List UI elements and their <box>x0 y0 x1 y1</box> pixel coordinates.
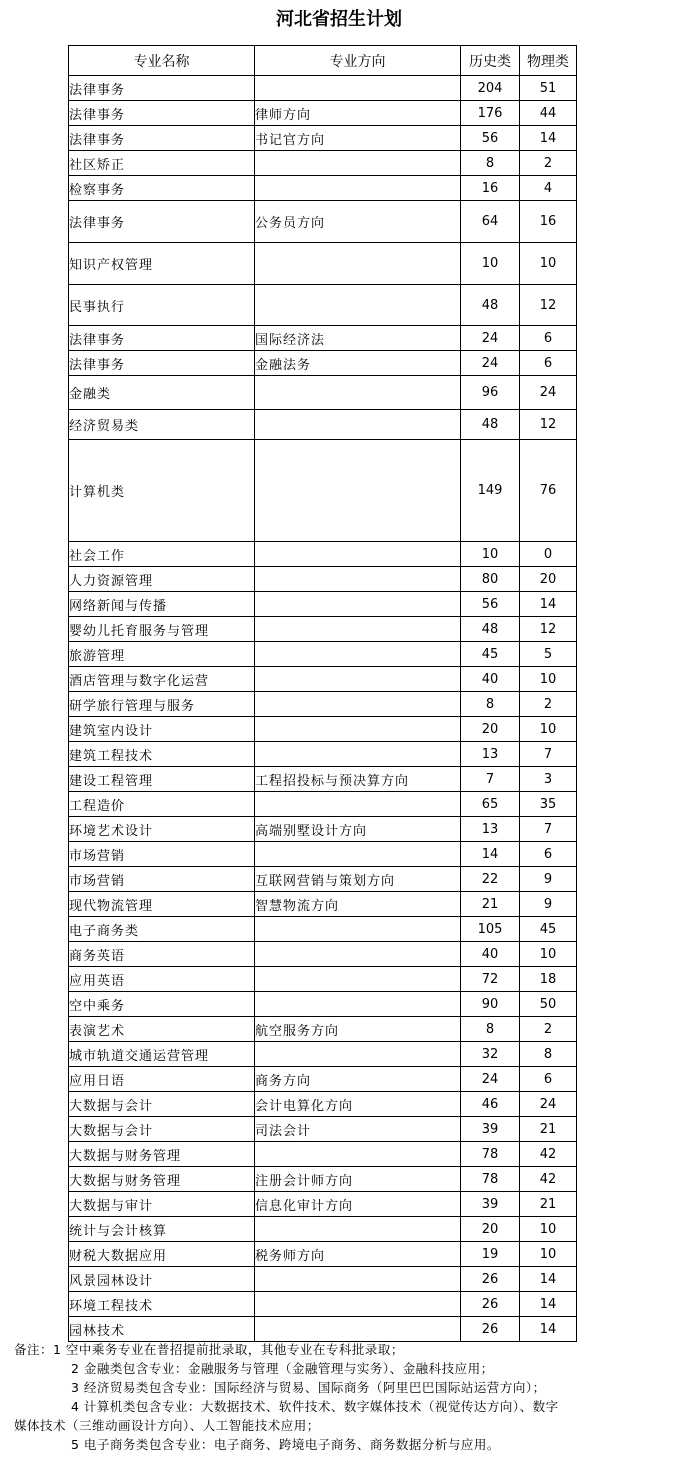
table-row <box>69 1142 577 1167</box>
table-row <box>69 1217 577 1242</box>
table-row <box>69 917 577 942</box>
major-direction-cell <box>255 642 461 667</box>
physics-count-cell: 10 <box>520 1217 577 1242</box>
table-row <box>69 1042 577 1067</box>
physics-count-cell: 12 <box>520 410 577 440</box>
history-count-cell: 48 <box>461 617 520 642</box>
major-direction-cell <box>255 967 461 992</box>
physics-count-cell: 6 <box>520 351 577 376</box>
physics-count-cell: 10 <box>520 667 577 692</box>
physics-count-cell: 12 <box>520 617 577 642</box>
table-body <box>69 76 577 1342</box>
major-direction-cell <box>255 1217 461 1242</box>
physics-count-cell: 10 <box>520 942 577 967</box>
physics-count-cell: 18 <box>520 967 577 992</box>
major-name-cell: 网络新闻与传播 <box>69 592 255 617</box>
note-4-continued: 媒体技术（三维动画设计方向）、人工智能技术应用； <box>14 1418 320 1433</box>
table-row <box>69 742 577 767</box>
major-name-cell: 建筑工程技术 <box>69 742 255 767</box>
table-row <box>69 992 577 1017</box>
major-direction-cell: 注册会计师方向 <box>255 1167 461 1192</box>
history-count-cell: 65 <box>461 792 520 817</box>
table-row <box>69 126 577 151</box>
physics-count-cell: 50 <box>520 992 577 1017</box>
table-row <box>69 285 577 326</box>
history-count-cell: 72 <box>461 967 520 992</box>
major-direction-cell <box>255 617 461 642</box>
history-count-cell: 26 <box>461 1317 520 1342</box>
table-row <box>69 76 577 101</box>
header-history: 历史类 <box>461 46 520 76</box>
history-count-cell: 13 <box>461 817 520 842</box>
physics-count-cell: 14 <box>520 126 577 151</box>
history-count-cell: 10 <box>461 542 520 567</box>
table-row <box>69 440 577 542</box>
history-count-cell: 78 <box>461 1142 520 1167</box>
table-row <box>69 1242 577 1267</box>
major-name-cell: 商务英语 <box>69 942 255 967</box>
table-row <box>69 1017 577 1042</box>
physics-count-cell: 4 <box>520 176 577 201</box>
table-row <box>69 717 577 742</box>
physics-count-cell: 6 <box>520 842 577 867</box>
major-name-cell: 表演艺术 <box>69 1017 255 1042</box>
history-count-cell: 149 <box>461 440 520 542</box>
major-name-cell: 电子商务类 <box>69 917 255 942</box>
major-direction-cell <box>255 917 461 942</box>
physics-count-cell: 14 <box>520 1267 577 1292</box>
history-count-cell: 32 <box>461 1042 520 1067</box>
physics-count-cell: 44 <box>520 101 577 126</box>
major-name-cell: 风景园林设计 <box>69 1267 255 1292</box>
physics-count-cell: 12 <box>520 285 577 326</box>
major-name-cell: 工程造价 <box>69 792 255 817</box>
major-direction-cell <box>255 692 461 717</box>
major-name-cell: 法律事务 <box>69 351 255 376</box>
major-direction-cell <box>255 1267 461 1292</box>
major-name-cell: 法律事务 <box>69 201 255 243</box>
table-row <box>69 617 577 642</box>
major-direction-cell <box>255 1292 461 1317</box>
major-direction-cell <box>255 717 461 742</box>
physics-count-cell: 10 <box>520 717 577 742</box>
table-row <box>69 1117 577 1142</box>
history-count-cell: 48 <box>461 410 520 440</box>
history-count-cell: 19 <box>461 1242 520 1267</box>
history-count-cell: 8 <box>461 151 520 176</box>
major-name-cell: 法律事务 <box>69 76 255 101</box>
history-count-cell: 10 <box>461 243 520 285</box>
physics-count-cell: 14 <box>520 592 577 617</box>
history-count-cell: 90 <box>461 992 520 1017</box>
history-count-cell: 14 <box>461 842 520 867</box>
table-row <box>69 1092 577 1117</box>
physics-count-cell: 9 <box>520 867 577 892</box>
physics-count-cell: 10 <box>520 243 577 285</box>
major-name-cell: 环境艺术设计 <box>69 817 255 842</box>
physics-count-cell: 35 <box>520 792 577 817</box>
note-1: 备注：1 空中乘务专业在普招提前批录取，其他专业在专科批录取； <box>14 1342 404 1357</box>
major-name-cell: 金融类 <box>69 376 255 410</box>
major-name-cell: 法律事务 <box>69 101 255 126</box>
physics-count-cell: 14 <box>520 1317 577 1342</box>
table-row <box>69 101 577 126</box>
header-physics: 物理类 <box>520 46 577 76</box>
history-count-cell: 20 <box>461 717 520 742</box>
physics-count-cell: 7 <box>520 817 577 842</box>
note-5: 5 电子商务类包含专业：电子商务、跨境电子商务、商务数据分析与应用。 <box>71 1437 500 1452</box>
major-name-cell: 空中乘务 <box>69 992 255 1017</box>
major-direction-cell: 国际经济法 <box>255 326 461 351</box>
major-name-cell: 研学旅行管理与服务 <box>69 692 255 717</box>
physics-count-cell: 24 <box>520 376 577 410</box>
physics-count-cell: 14 <box>520 1292 577 1317</box>
history-count-cell: 48 <box>461 285 520 326</box>
major-direction-cell: 互联网营销与策划方向 <box>255 867 461 892</box>
history-count-cell: 46 <box>461 1092 520 1117</box>
history-count-cell: 45 <box>461 642 520 667</box>
table-row <box>69 326 577 351</box>
history-count-cell: 56 <box>461 592 520 617</box>
history-count-cell: 24 <box>461 326 520 351</box>
history-count-cell: 8 <box>461 692 520 717</box>
major-direction-cell: 金融法务 <box>255 351 461 376</box>
major-name-cell: 知识产权管理 <box>69 243 255 285</box>
physics-count-cell: 51 <box>520 76 577 101</box>
major-direction-cell <box>255 1142 461 1167</box>
history-count-cell: 40 <box>461 942 520 967</box>
major-direction-cell: 税务师方向 <box>255 1242 461 1267</box>
header-major-name: 专业名称 <box>69 46 255 76</box>
major-name-cell: 检察事务 <box>69 176 255 201</box>
major-name-cell: 大数据与财务管理 <box>69 1142 255 1167</box>
major-direction-cell <box>255 592 461 617</box>
physics-count-cell: 45 <box>520 917 577 942</box>
major-name-cell: 统计与会计核算 <box>69 1217 255 1242</box>
history-count-cell: 24 <box>461 1067 520 1092</box>
physics-count-cell: 6 <box>520 326 577 351</box>
history-count-cell: 78 <box>461 1167 520 1192</box>
major-direction-cell: 工程招投标与预决算方向 <box>255 767 461 792</box>
major-name-cell: 大数据与会计 <box>69 1117 255 1142</box>
table-row <box>69 1292 577 1317</box>
table-row <box>69 792 577 817</box>
major-direction-cell <box>255 942 461 967</box>
history-count-cell: 39 <box>461 1192 520 1217</box>
history-count-cell: 80 <box>461 567 520 592</box>
major-name-cell: 环境工程技术 <box>69 1292 255 1317</box>
history-count-cell: 105 <box>461 917 520 942</box>
table-row <box>69 1067 577 1092</box>
physics-count-cell: 21 <box>520 1117 577 1142</box>
major-name-cell: 大数据与会计 <box>69 1092 255 1117</box>
table-header-row <box>69 46 577 76</box>
major-name-cell: 经济贸易类 <box>69 410 255 440</box>
major-direction-cell: 高端别墅设计方向 <box>255 817 461 842</box>
table-row <box>69 892 577 917</box>
physics-count-cell: 2 <box>520 1017 577 1042</box>
physics-count-cell: 6 <box>520 1067 577 1092</box>
table-row <box>69 842 577 867</box>
table-row <box>69 1192 577 1217</box>
major-name-cell: 建筑室内设计 <box>69 717 255 742</box>
enrollment-plan-table <box>68 45 577 1342</box>
physics-count-cell: 2 <box>520 692 577 717</box>
major-name-cell: 民事执行 <box>69 285 255 326</box>
major-name-cell: 大数据与审计 <box>69 1192 255 1217</box>
history-count-cell: 8 <box>461 1017 520 1042</box>
history-count-cell: 40 <box>461 667 520 692</box>
history-count-cell: 7 <box>461 767 520 792</box>
major-direction-cell: 公务员方向 <box>255 201 461 243</box>
major-direction-cell <box>255 285 461 326</box>
physics-count-cell: 2 <box>520 151 577 176</box>
major-direction-cell <box>255 567 461 592</box>
table-row <box>69 867 577 892</box>
physics-count-cell: 20 <box>520 567 577 592</box>
physics-count-cell: 3 <box>520 767 577 792</box>
major-direction-cell <box>255 792 461 817</box>
physics-count-cell: 21 <box>520 1192 577 1217</box>
table-row <box>69 376 577 410</box>
history-count-cell: 26 <box>461 1292 520 1317</box>
history-count-cell: 56 <box>461 126 520 151</box>
physics-count-cell: 9 <box>520 892 577 917</box>
table-row <box>69 351 577 376</box>
note-4: 4 计算机类包含专业：大数据技术、软件技术、数字媒体技术（视觉传达方向）、数字 <box>71 1399 559 1414</box>
major-name-cell: 婴幼儿托育服务与管理 <box>69 617 255 642</box>
major-name-cell: 市场营销 <box>69 867 255 892</box>
major-name-cell: 现代物流管理 <box>69 892 255 917</box>
major-name-cell: 社区矫正 <box>69 151 255 176</box>
major-name-cell: 酒店管理与数字化运营 <box>69 667 255 692</box>
table-row <box>69 1317 577 1342</box>
history-count-cell: 176 <box>461 101 520 126</box>
physics-count-cell: 16 <box>520 201 577 243</box>
major-direction-cell <box>255 1042 461 1067</box>
physics-count-cell: 5 <box>520 642 577 667</box>
history-count-cell: 26 <box>461 1267 520 1292</box>
table-row <box>69 692 577 717</box>
page-title: 河北省招生计划 <box>276 9 402 30</box>
table-row <box>69 1267 577 1292</box>
major-direction-cell <box>255 667 461 692</box>
table-row <box>69 967 577 992</box>
table-row <box>69 243 577 285</box>
header-major-direction: 专业方向 <box>255 46 461 76</box>
major-name-cell: 市场营销 <box>69 842 255 867</box>
history-count-cell: 24 <box>461 351 520 376</box>
physics-count-cell: 24 <box>520 1092 577 1117</box>
major-name-cell: 建设工程管理 <box>69 767 255 792</box>
table-row <box>69 176 577 201</box>
table-row <box>69 592 577 617</box>
major-direction-cell: 书记官方向 <box>255 126 461 151</box>
table-row <box>69 667 577 692</box>
history-count-cell: 96 <box>461 376 520 410</box>
history-count-cell: 16 <box>461 176 520 201</box>
major-direction-cell: 司法会计 <box>255 1117 461 1142</box>
physics-count-cell: 42 <box>520 1167 577 1192</box>
major-name-cell: 法律事务 <box>69 326 255 351</box>
major-direction-cell <box>255 842 461 867</box>
major-name-cell: 计算机类 <box>69 440 255 542</box>
major-direction-cell <box>255 76 461 101</box>
table-row <box>69 201 577 243</box>
major-name-cell: 法律事务 <box>69 126 255 151</box>
table-row <box>69 767 577 792</box>
major-direction-cell <box>255 992 461 1017</box>
table-row <box>69 567 577 592</box>
major-direction-cell: 航空服务方向 <box>255 1017 461 1042</box>
history-count-cell: 20 <box>461 1217 520 1242</box>
table-row <box>69 542 577 567</box>
history-count-cell: 204 <box>461 76 520 101</box>
table-row <box>69 817 577 842</box>
major-direction-cell <box>255 742 461 767</box>
major-direction-cell <box>255 410 461 440</box>
major-direction-cell <box>255 176 461 201</box>
table-row <box>69 1167 577 1192</box>
note-2: 2 金融类包含专业：金融服务与管理（金融管理与实务）、金融科技应用； <box>71 1361 494 1376</box>
history-count-cell: 39 <box>461 1117 520 1142</box>
note-3: 3 经济贸易类包含专业：国际经济与贸易、国际商务（阿里巴巴国际站运营方向）； <box>71 1380 546 1395</box>
major-direction-cell: 智慧物流方向 <box>255 892 461 917</box>
history-count-cell: 21 <box>461 892 520 917</box>
major-direction-cell: 商务方向 <box>255 1067 461 1092</box>
table-row <box>69 410 577 440</box>
major-direction-cell: 律师方向 <box>255 101 461 126</box>
major-name-cell: 社会工作 <box>69 542 255 567</box>
history-count-cell: 13 <box>461 742 520 767</box>
physics-count-cell: 8 <box>520 1042 577 1067</box>
physics-count-cell: 0 <box>520 542 577 567</box>
major-name-cell: 旅游管理 <box>69 642 255 667</box>
major-direction-cell <box>255 440 461 542</box>
history-count-cell: 22 <box>461 867 520 892</box>
notes-section <box>14 1340 674 1454</box>
major-name-cell: 园林技术 <box>69 1317 255 1342</box>
major-name-cell: 财税大数据应用 <box>69 1242 255 1267</box>
table-row <box>69 151 577 176</box>
major-name-cell: 应用日语 <box>69 1067 255 1092</box>
table-row <box>69 642 577 667</box>
physics-count-cell: 7 <box>520 742 577 767</box>
major-direction-cell <box>255 1317 461 1342</box>
major-direction-cell <box>255 376 461 410</box>
major-name-cell: 城市轨道交通运营管理 <box>69 1042 255 1067</box>
history-count-cell: 64 <box>461 201 520 243</box>
major-name-cell: 人力资源管理 <box>69 567 255 592</box>
major-name-cell: 大数据与财务管理 <box>69 1167 255 1192</box>
major-direction-cell <box>255 151 461 176</box>
major-direction-cell <box>255 542 461 567</box>
major-name-cell: 应用英语 <box>69 967 255 992</box>
major-direction-cell <box>255 243 461 285</box>
major-direction-cell: 会计电算化方向 <box>255 1092 461 1117</box>
table-row <box>69 942 577 967</box>
physics-count-cell: 42 <box>520 1142 577 1167</box>
major-direction-cell: 信息化审计方向 <box>255 1192 461 1217</box>
physics-count-cell: 10 <box>520 1242 577 1267</box>
physics-count-cell: 76 <box>520 440 577 542</box>
